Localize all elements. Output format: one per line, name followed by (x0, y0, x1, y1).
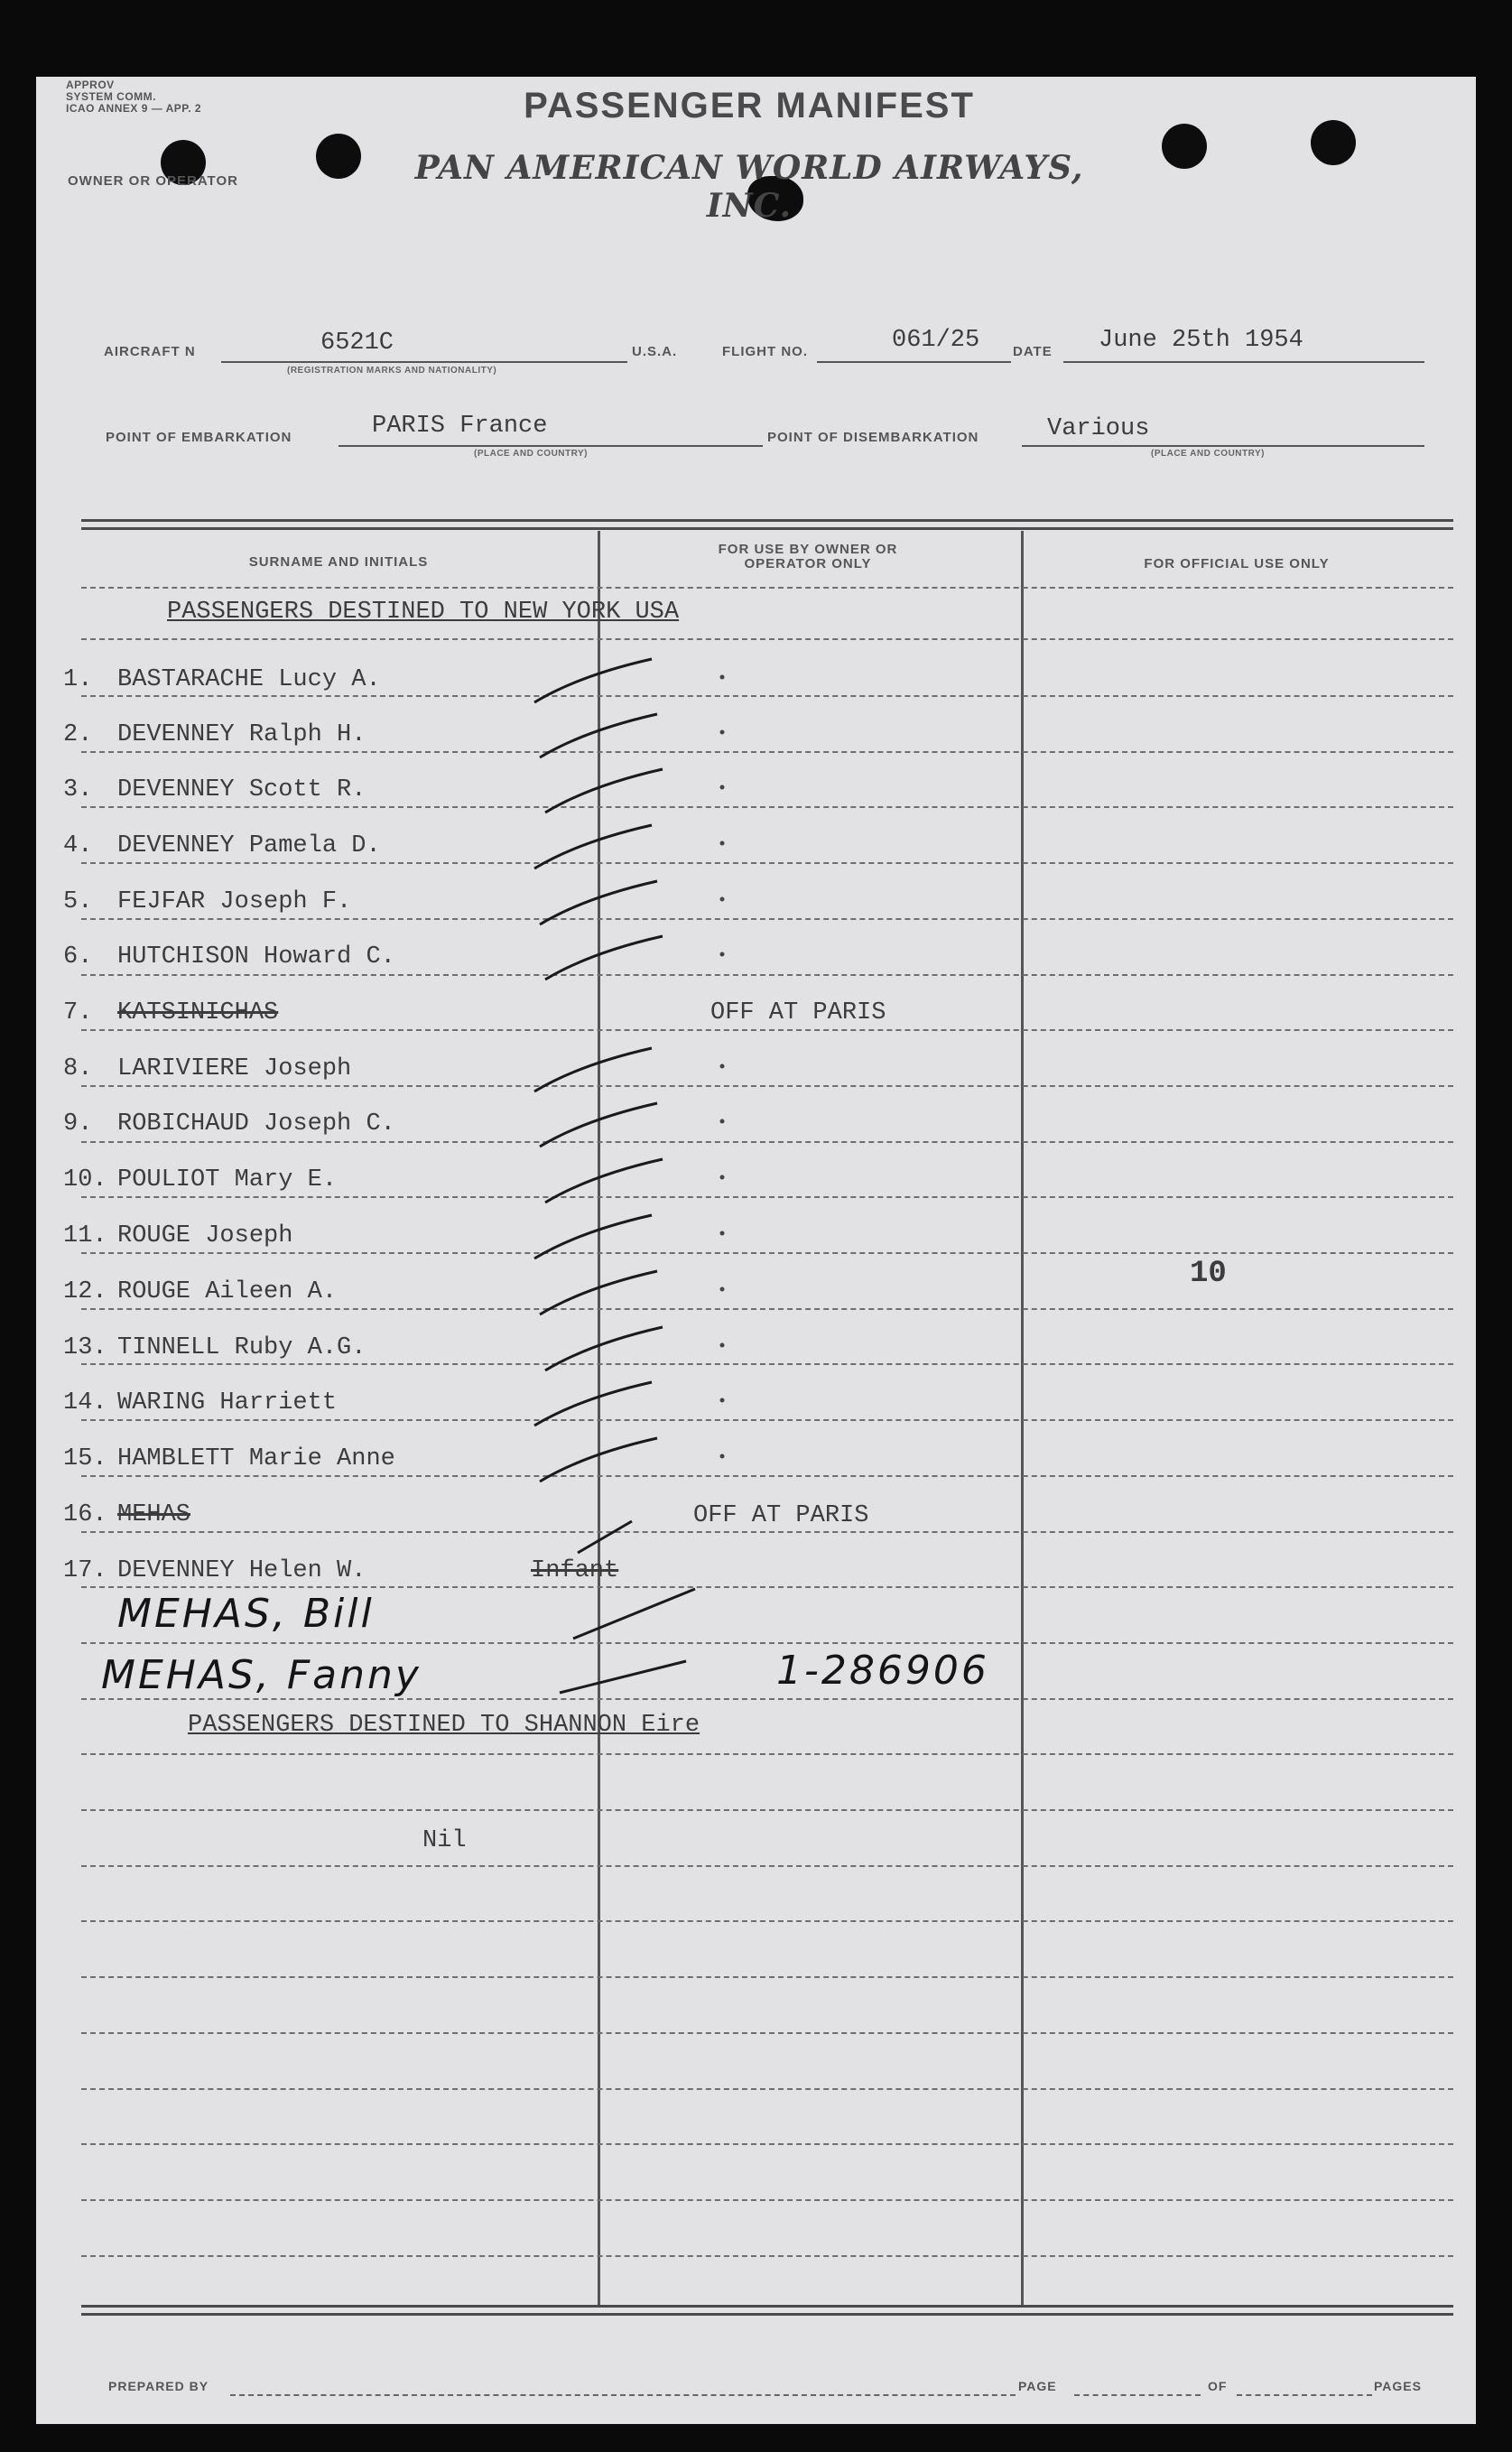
table-rule (81, 1308, 1453, 1310)
table-rule (81, 1252, 1453, 1254)
usa-label: U.S.A. (632, 344, 678, 359)
passenger-name: HAMBLETT Marie Anne (117, 1445, 395, 1472)
footer-prepared-line (230, 2394, 1016, 2396)
row-number: 7. (63, 999, 93, 1026)
passenger-name: DEVENNEY Ralph H. (117, 721, 366, 748)
disembark-sub: (PLACE AND COUNTRY) (1151, 449, 1265, 459)
table-rule (81, 2255, 1453, 2257)
row-number: 2. (63, 721, 93, 748)
footer-of: OF (1208, 2379, 1228, 2393)
table-rule (81, 1363, 1453, 1365)
remark-off-at-paris: OFF AT PARIS (693, 1502, 869, 1529)
passenger-name: HUTCHISON Howard C. (117, 943, 395, 971)
remark-infant-struck: Infant (531, 1557, 619, 1584)
approval-line: APPROV (66, 79, 115, 91)
aircraft-value: 6521C (320, 330, 394, 357)
column-divider (598, 531, 600, 2305)
column-header-owner: FOR USE BY OWNER OR OPERATOR ONLY (718, 542, 898, 571)
row-number: 8. (63, 1055, 93, 1082)
row-number: 5. (63, 888, 93, 915)
aircraft-label: AIRCRAFT N (104, 344, 196, 359)
table-bottom-border (81, 2305, 1453, 2316)
passenger-name: BASTARACHE Lucy A. (117, 666, 381, 693)
table-rule (81, 1085, 1453, 1087)
passenger-name: FEJFAR Joseph F. (117, 888, 352, 915)
date-underline (1063, 361, 1424, 363)
row-number: 13. (63, 1334, 107, 1361)
passenger-name-struck: KATSINICHAS (117, 999, 279, 1026)
table-rule (81, 1475, 1453, 1477)
table-rule (81, 1196, 1453, 1198)
table-rule (81, 806, 1453, 808)
column-header-name: SURNAME AND INITIALS (248, 554, 429, 570)
date-label: DATE (1013, 344, 1053, 359)
table-rule (81, 1809, 1453, 1811)
table-rule (81, 2032, 1453, 2034)
table-rule (81, 1753, 1453, 1755)
row-number: 15. (63, 1445, 107, 1472)
table-rule (81, 638, 1453, 640)
footer-page-line (1074, 2394, 1201, 2396)
table-rule (81, 2143, 1453, 2145)
disembark-value: Various (1047, 415, 1150, 442)
passenger-name: DEVENNEY Pamela D. (117, 832, 381, 859)
row-number: 14. (63, 1389, 107, 1416)
row-number: 3. (63, 776, 93, 803)
section-new-york: PASSENGERS DESTINED TO NEW YORK USA (167, 599, 680, 626)
punch-hole (1311, 120, 1356, 165)
table-rule (81, 1976, 1453, 1978)
flight-underline (817, 361, 1011, 363)
approval-line: ICAO ANNEX 9 — APP. 2 (66, 102, 202, 115)
table-rule (81, 1642, 1453, 1644)
official-count: 10 (1190, 1257, 1227, 1291)
shannon-value: Nil (422, 1827, 467, 1854)
table-rule (81, 695, 1453, 697)
footer-page: PAGE (1018, 2379, 1057, 2393)
table-rule (81, 1586, 1453, 1588)
row-number: 16. (63, 1501, 107, 1528)
row-number: 1. (63, 666, 93, 693)
passenger-name: ROUGE Aileen A. (117, 1278, 338, 1305)
handwritten-passenger: MEHAS, Bill (117, 1591, 375, 1637)
row-number: 17. (63, 1557, 107, 1584)
embark-value: PARIS France (372, 413, 548, 440)
passenger-name: LARIVIERE Joseph (117, 1055, 352, 1082)
table-rule (81, 1029, 1453, 1031)
flight-value: 061/25 (892, 327, 980, 354)
column-divider (1021, 531, 1024, 2305)
row-number: 10. (63, 1166, 107, 1193)
table-rule (81, 1865, 1453, 1867)
section-shannon: PASSENGERS DESTINED TO SHANNON Eire (188, 1712, 700, 1739)
handwritten-ticket-number: 1-286906 (776, 1648, 989, 1694)
date-value: June 25th 1954 (1099, 327, 1303, 354)
row-number: 11. (63, 1222, 107, 1249)
flight-label: FLIGHT NO. (722, 344, 808, 359)
row-number: 6. (63, 943, 93, 971)
passenger-name-struck: MEHAS (117, 1501, 191, 1528)
disembark-underline (1022, 445, 1424, 447)
table-rule (81, 1419, 1453, 1421)
row-number: 9. (63, 1110, 93, 1138)
table-rule (81, 1141, 1453, 1143)
operator-name: PAN AMERICAN WORLD AIRWAYS, INC. (414, 149, 1084, 225)
table-rule (81, 2199, 1453, 2201)
disembark-label: POINT OF DISEMBARKATION (767, 430, 979, 445)
passenger-name: WARING Harriett (117, 1389, 338, 1416)
passenger-name: ROBICHAUD Joseph C. (117, 1110, 395, 1138)
embark-underline (339, 445, 763, 447)
remark-off-at-paris: OFF AT PARIS (710, 999, 886, 1026)
column-header-official: FOR OFFICIAL USE ONLY (1144, 556, 1330, 571)
page-title: PASSENGER MANIFEST (524, 86, 975, 125)
table-rule (81, 1698, 1453, 1700)
footer-prepared-by: PREPARED BY (108, 2379, 209, 2393)
table-rule (81, 1920, 1453, 1922)
table-rule (81, 2088, 1453, 2090)
footer-of-line (1237, 2394, 1372, 2396)
punch-hole (316, 134, 361, 179)
aircraft-sub: (REGISTRATION MARKS AND NATIONALITY) (287, 366, 497, 376)
footer-pages: PAGES (1374, 2379, 1422, 2393)
table-rule (81, 751, 1453, 753)
passenger-name: ROUGE Joseph (117, 1222, 293, 1249)
passenger-name: DEVENNEY Scott R. (117, 776, 366, 803)
table-top-border (81, 519, 1453, 530)
embark-label: POINT OF EMBARKATION (106, 430, 292, 445)
punch-hole (1162, 124, 1207, 169)
embark-sub: (PLACE AND COUNTRY) (474, 449, 588, 459)
passenger-name: TINNELL Ruby A.G. (117, 1334, 366, 1361)
table-rule (81, 1531, 1453, 1533)
approval-note (66, 79, 246, 115)
table-rule (81, 862, 1453, 864)
table-rule (81, 587, 1453, 589)
passenger-name: POULIOT Mary E. (117, 1166, 338, 1193)
table-rule (81, 918, 1453, 920)
row-number: 4. (63, 832, 93, 859)
owner-label: OWNER OR OPERATOR (68, 173, 238, 189)
handwritten-passenger: MEHAS, Fanny (101, 1652, 422, 1698)
manifest-sheet (36, 77, 1476, 2424)
aircraft-underline (221, 361, 627, 363)
row-number: 12. (63, 1278, 107, 1305)
passenger-name: DEVENNEY Helen W. (117, 1557, 366, 1584)
approval-line: SYSTEM COMM. (66, 90, 157, 103)
table-rule (81, 974, 1453, 976)
